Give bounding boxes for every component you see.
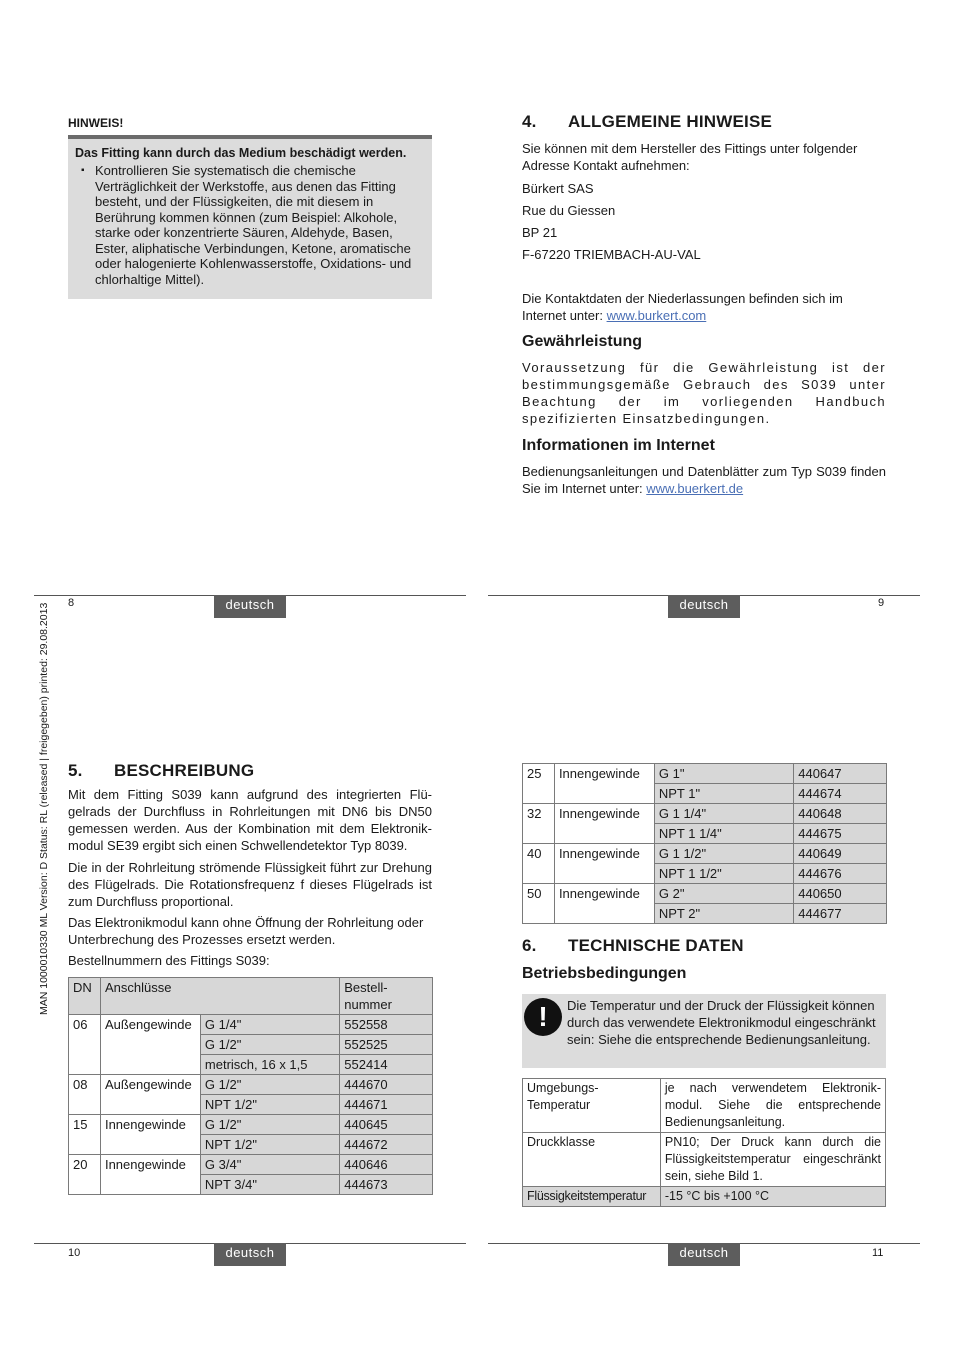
cell-thread: NPT 1 1/2" bbox=[654, 864, 793, 884]
cell-type: Innengewinde bbox=[100, 1115, 200, 1155]
cell-thread: NPT 1/2" bbox=[200, 1095, 339, 1115]
cell-order: 444671 bbox=[340, 1095, 433, 1115]
cell-order: 444676 bbox=[794, 864, 887, 884]
spec-label: Umgebungs-Temperatur bbox=[523, 1079, 661, 1133]
spec-label: Flüssigkeitstemperatur bbox=[523, 1187, 661, 1207]
cell-order: 552525 bbox=[340, 1035, 433, 1055]
section-heading-allgemeine-hinweise: 4. ALLGEMEINE HINWEISE bbox=[522, 112, 773, 131]
table-row bbox=[523, 804, 887, 824]
cell-order: 440645 bbox=[340, 1115, 433, 1135]
table-row bbox=[523, 844, 887, 864]
table-row bbox=[69, 1075, 433, 1095]
cell-dn: 06 bbox=[69, 1015, 101, 1075]
address-line-1: Bürkert SAS bbox=[522, 181, 594, 196]
cell-thread: G 1 1/4" bbox=[654, 804, 793, 824]
cell-order: 444673 bbox=[340, 1175, 433, 1195]
cell-thread: NPT 2" bbox=[654, 904, 793, 924]
cell-thread: NPT 1 1/4" bbox=[654, 824, 793, 844]
notice-bold-text: Das Fitting kann durch das Medium beschädigt werden. bbox=[75, 146, 407, 160]
spec-label: Druckklasse bbox=[523, 1133, 661, 1187]
address-line-2: Rue du Giessen bbox=[522, 203, 616, 218]
cell-dn: 32 bbox=[523, 804, 555, 844]
cell-order: 552558 bbox=[340, 1015, 433, 1035]
cell-order: 552414 bbox=[340, 1055, 433, 1075]
internet-text: Bedienungsanleitungen und Datenblätter zum Typ S039 finden Sie im Internet unter: www.buerkert.de bbox=[522, 464, 886, 496]
notice-bullet-item: ▪ Kontrollieren Sie systematisch die chemische Verträglichkeit der Werkstoffe, aus denen das Fitting besteht, und der Flüssigkeiten, die mit diesem in Berührung kommen können (zum Beispiel: Alkohole, starke oder konzentrierte Säuren, Aldehyde, Basen, Ester, aliphatische Verbindungen, Ketone, aromatische oder halogenierte Kohlenwasserstoffe, Oxidations- und chlorhaltige Mittel). bbox=[95, 163, 424, 287]
warning-box bbox=[522, 994, 886, 1068]
spec-value: je nach verwendetem Elektronik-modul. Siehe die entsprechende Bedienungsanleitung. bbox=[660, 1079, 885, 1133]
cell-dn: 08 bbox=[69, 1075, 101, 1115]
cell-order: 440648 bbox=[794, 804, 887, 824]
contact-intro: Sie können mit dem Hersteller des Fittings unter folgender Adresse Kontakt aufnehmen: bbox=[522, 141, 858, 173]
table-row bbox=[523, 764, 887, 784]
spec-value: -15 °C bis +100 °C bbox=[660, 1187, 885, 1207]
cell-thread: G 1/2" bbox=[200, 1075, 339, 1095]
cell-thread: G 1 1/2" bbox=[654, 844, 793, 864]
exclamation-warning-icon: ! bbox=[524, 998, 562, 1036]
document-status-vertical-text: MAN 1000010330 ML Version: D Status: RL (released | freigegeben) printed: 29.08.2013 bbox=[38, 602, 50, 1015]
cell-dn: 15 bbox=[69, 1115, 101, 1155]
cell-dn: 25 bbox=[523, 764, 555, 804]
spec-row bbox=[523, 1187, 886, 1207]
cell-thread: G 1/2" bbox=[200, 1115, 339, 1135]
cell-thread: G 3/4" bbox=[200, 1155, 339, 1175]
description-paragraph-3: Das Elektronikmodul kann ohne Öffnung der Rohrleitung oder Unterbrechung des Prozesses ersetzt werden. bbox=[68, 915, 424, 947]
operating-conditions-heading: Betriebsbedingungen bbox=[522, 965, 687, 982]
table-row bbox=[69, 1155, 433, 1175]
page11-content bbox=[522, 936, 886, 983]
spec-row bbox=[523, 1079, 886, 1133]
cell-order: 444677 bbox=[794, 904, 887, 924]
cell-order: 444675 bbox=[794, 824, 887, 844]
page9-content bbox=[522, 112, 886, 497]
internet-heading: Informationen im Internet bbox=[522, 437, 715, 454]
cell-type: Innengewinde bbox=[554, 884, 654, 924]
cell-order: 440647 bbox=[794, 764, 887, 784]
order-number-table-1 bbox=[68, 977, 433, 1195]
cell-order: 444674 bbox=[794, 784, 887, 804]
language-tab-p11: deutsch bbox=[668, 1243, 740, 1266]
cell-thread: G 2" bbox=[654, 884, 793, 904]
notice-box bbox=[68, 139, 432, 299]
cell-thread: G 1/2" bbox=[200, 1035, 339, 1055]
header-connections: Anschlüsse bbox=[100, 978, 339, 1015]
cell-dn: 40 bbox=[523, 844, 555, 884]
cell-order: 440646 bbox=[340, 1155, 433, 1175]
notice-block bbox=[68, 116, 432, 299]
address-line-3: BP 21 bbox=[522, 225, 558, 240]
cell-order: 444670 bbox=[340, 1075, 433, 1095]
header-order-number: Bestell-nummer bbox=[340, 978, 433, 1015]
spec-value: PN10; Der Druck kann durch die Flüssigkeitstemperatur eingeschränkt sein, siehe Bild 1. bbox=[660, 1133, 885, 1187]
table-row bbox=[523, 884, 887, 904]
address-line-4: F-67220 TRIEMBACH-AU-VAL bbox=[522, 247, 701, 262]
warning-text: Die Temperatur und der Druck der Flüssigkeit können durch das verwendete Elektronikmodul eingeschränkt sein: Siehe die entsprechende Bedienungsanleitung. bbox=[567, 998, 876, 1047]
warranty-heading: Gewährleistung bbox=[522, 333, 643, 350]
cell-thread: NPT 1" bbox=[654, 784, 793, 804]
section-heading-beschreibung: 5. BESCHREIBUNG bbox=[68, 761, 255, 780]
description-paragraph-2: Die in der Rohrleitung strömende Flüssigkeit führt zur Drehung des Flügelrads. Die Rotationsfrequenz f dieses Flügelrads ist zum Durchfluss proportional. bbox=[68, 860, 432, 909]
buerkert-de-link[interactable]: www.buerkert.de bbox=[646, 481, 744, 496]
page10-content bbox=[68, 761, 432, 969]
page-number-8: 8 bbox=[68, 597, 75, 609]
cell-order: 440649 bbox=[794, 844, 887, 864]
table-row bbox=[69, 1015, 433, 1035]
cell-type: Innengewinde bbox=[554, 844, 654, 884]
cell-dn: 50 bbox=[523, 884, 555, 924]
section-heading-technische-daten: 6. TECHNISCHE DATEN bbox=[522, 936, 744, 955]
table-header-row bbox=[69, 978, 433, 1015]
cell-thread: NPT 3/4" bbox=[200, 1175, 339, 1195]
page-number-9: 9 bbox=[878, 597, 885, 609]
warranty-text: Voraussetzung für die Gewährleistung ist der bestimmungsgemäße Gebrauch des S039 unter Beachtung der im vorliegenden Handbuch spezifizierten Einsatzbedingungen. bbox=[522, 360, 886, 426]
cell-type: Innengewinde bbox=[554, 764, 654, 804]
language-tab-p10: deutsch bbox=[214, 1243, 286, 1266]
language-tab-p8: deutsch bbox=[214, 595, 286, 618]
cell-thread: G 1" bbox=[654, 764, 793, 784]
contact-text: Die Kontaktdaten der Niederlassungen befinden sich im Internet unter: www.burkert.com bbox=[522, 291, 843, 323]
cell-dn: 20 bbox=[69, 1155, 101, 1195]
table-row bbox=[69, 1115, 433, 1135]
order-number-table-2 bbox=[522, 763, 887, 924]
cell-thread: NPT 1/2" bbox=[200, 1135, 339, 1155]
cell-type: Innengewinde bbox=[554, 804, 654, 844]
page-number-11: 11 bbox=[872, 1247, 884, 1259]
cell-thread: G 1/4" bbox=[200, 1015, 339, 1035]
notice-list bbox=[75, 163, 424, 287]
cell-type: Außengewinde bbox=[100, 1015, 200, 1075]
technical-spec-table bbox=[522, 1078, 886, 1207]
cell-order: 444672 bbox=[340, 1135, 433, 1155]
cell-thread: metrisch, 16 x 1,5 bbox=[200, 1055, 339, 1075]
cell-type: Innengewinde bbox=[100, 1155, 200, 1195]
header-dn: DN bbox=[69, 978, 101, 1015]
description-paragraph-1: Mit dem Fitting S039 kann aufgrund des integrierten Flü-gelrads der Durchfluss in Rohrleitungen mit DN6 bis DN50 gemessen werden. Aus der Kombination mit dem Elektronik-modul SE39 ergibt sich einen Schwellendetektor Typ 8039. bbox=[68, 787, 432, 853]
notice-title: HINWEIS! bbox=[68, 116, 124, 130]
cell-order: 440650 bbox=[794, 884, 887, 904]
burkert-com-link[interactable]: www.burkert.com bbox=[606, 308, 707, 323]
order-numbers-caption: Bestellnummern des Fittings S039: bbox=[68, 953, 270, 968]
language-tab-p9: deutsch bbox=[668, 595, 740, 618]
spec-row bbox=[523, 1133, 886, 1187]
cell-type: Außengewinde bbox=[100, 1075, 200, 1115]
page-number-10: 10 bbox=[68, 1247, 81, 1259]
